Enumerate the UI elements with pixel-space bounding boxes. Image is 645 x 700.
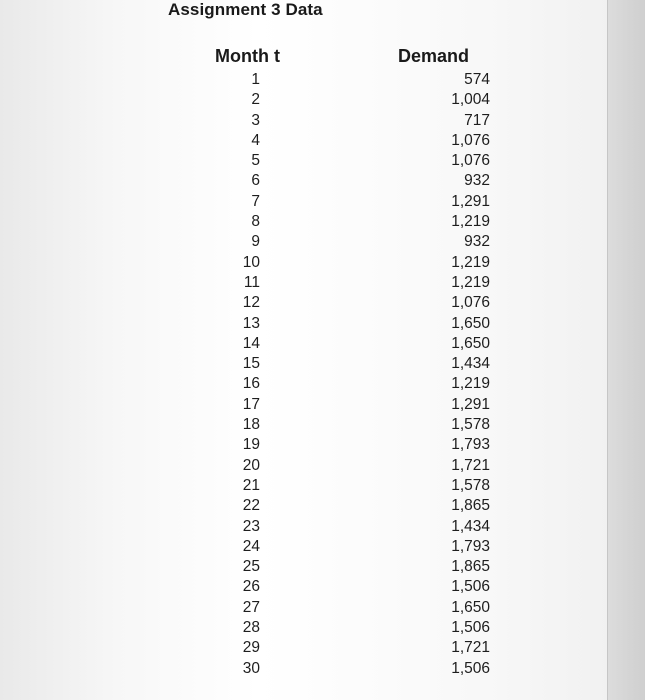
month-cell: 9 xyxy=(251,233,260,251)
demand-cell: 1,434 xyxy=(451,355,490,373)
month-cell: 22 xyxy=(242,497,260,515)
table-row xyxy=(0,517,645,537)
month-cell: 26 xyxy=(242,578,260,596)
month-cell: 20 xyxy=(242,456,260,474)
month-cell: 14 xyxy=(242,334,260,352)
month-cell: 15 xyxy=(242,355,260,373)
table-row xyxy=(0,273,645,293)
demand-cell: 1,219 xyxy=(451,273,490,291)
table-row xyxy=(0,598,645,618)
table-row xyxy=(0,70,645,90)
table-row xyxy=(0,395,645,415)
table-row xyxy=(0,537,645,557)
data-table xyxy=(0,70,645,679)
month-cell: 1 xyxy=(251,71,260,88)
table-row xyxy=(0,314,645,334)
table-row xyxy=(0,476,645,496)
table-row xyxy=(0,171,645,191)
month-cell: 8 xyxy=(251,213,260,231)
demand-cell: 1,219 xyxy=(451,213,490,231)
month-cell: 12 xyxy=(242,294,260,312)
month-cell: 27 xyxy=(242,598,260,616)
month-cell: 5 xyxy=(251,152,260,170)
table-row xyxy=(0,293,645,313)
demand-cell: 1,650 xyxy=(451,334,490,352)
table-row xyxy=(0,577,645,597)
demand-cell: 932 xyxy=(464,233,490,251)
month-cell: 28 xyxy=(242,619,260,637)
month-cell: 18 xyxy=(242,416,260,434)
month-cell: 23 xyxy=(242,517,260,535)
demand-cell: 1,578 xyxy=(451,416,490,434)
table-row xyxy=(0,111,645,131)
demand-cell: 1,219 xyxy=(451,375,490,393)
month-cell: 10 xyxy=(242,253,260,271)
table-row xyxy=(0,618,645,638)
table-row xyxy=(0,90,645,110)
month-cell: 3 xyxy=(251,111,260,129)
column-header-month: Month t xyxy=(215,46,280,66)
table-row xyxy=(0,151,645,171)
demand-cell: 1,076 xyxy=(451,294,490,312)
demand-cell: 1,793 xyxy=(451,436,490,454)
month-cell: 17 xyxy=(242,395,260,413)
table-row xyxy=(0,334,645,354)
month-cell: 25 xyxy=(242,558,260,576)
table-row xyxy=(0,192,645,212)
table-row xyxy=(0,415,645,435)
column-header-demand: Demand xyxy=(398,46,470,66)
document-title: Assignment 3 Data xyxy=(168,0,323,19)
demand-cell: 1,506 xyxy=(451,659,490,677)
table-row xyxy=(0,557,645,577)
month-cell: 7 xyxy=(251,192,260,210)
demand-cell: 1,793 xyxy=(451,537,490,555)
table-row xyxy=(0,638,645,658)
table-row xyxy=(0,435,645,455)
table-row xyxy=(0,253,645,273)
month-cell: 16 xyxy=(242,375,260,393)
demand-cell: 1,865 xyxy=(451,558,490,576)
demand-cell: 1,219 xyxy=(451,253,490,271)
month-cell: 24 xyxy=(242,537,260,555)
demand-cell: 717 xyxy=(464,111,490,129)
demand-cell: 1,291 xyxy=(451,192,490,210)
month-cell: 4 xyxy=(251,131,260,149)
table-row xyxy=(0,496,645,516)
demand-cell: 574 xyxy=(464,71,490,88)
demand-cell: 1,434 xyxy=(451,517,490,535)
month-cell: 6 xyxy=(251,172,260,190)
month-cell: 19 xyxy=(242,436,260,454)
table-row xyxy=(0,232,645,252)
demand-cell: 1,076 xyxy=(451,152,490,170)
demand-cell: 1,721 xyxy=(451,639,490,657)
month-cell: 11 xyxy=(243,273,260,291)
table-row xyxy=(0,354,645,374)
month-cell: 30 xyxy=(242,659,260,677)
demand-cell: 1,650 xyxy=(451,314,490,332)
demand-cell: 932 xyxy=(464,172,490,190)
table-row xyxy=(0,212,645,232)
demand-cell: 1,506 xyxy=(451,578,490,596)
month-cell: 13 xyxy=(242,314,260,332)
month-cell: 2 xyxy=(251,91,260,109)
table-row xyxy=(0,131,645,151)
demand-cell: 1,506 xyxy=(451,619,490,637)
table-row xyxy=(0,456,645,476)
demand-cell: 1,650 xyxy=(451,598,490,616)
table-row xyxy=(0,659,645,679)
demand-cell: 1,076 xyxy=(451,131,490,149)
demand-cell: 1,721 xyxy=(451,456,490,474)
demand-cell: 1,291 xyxy=(451,395,490,413)
demand-cell: 1,578 xyxy=(451,476,490,494)
demand-cell: 1,865 xyxy=(451,497,490,515)
month-cell: 29 xyxy=(242,639,260,657)
table-row xyxy=(0,374,645,394)
month-cell: 21 xyxy=(242,476,260,494)
demand-cell: 1,004 xyxy=(451,91,490,109)
